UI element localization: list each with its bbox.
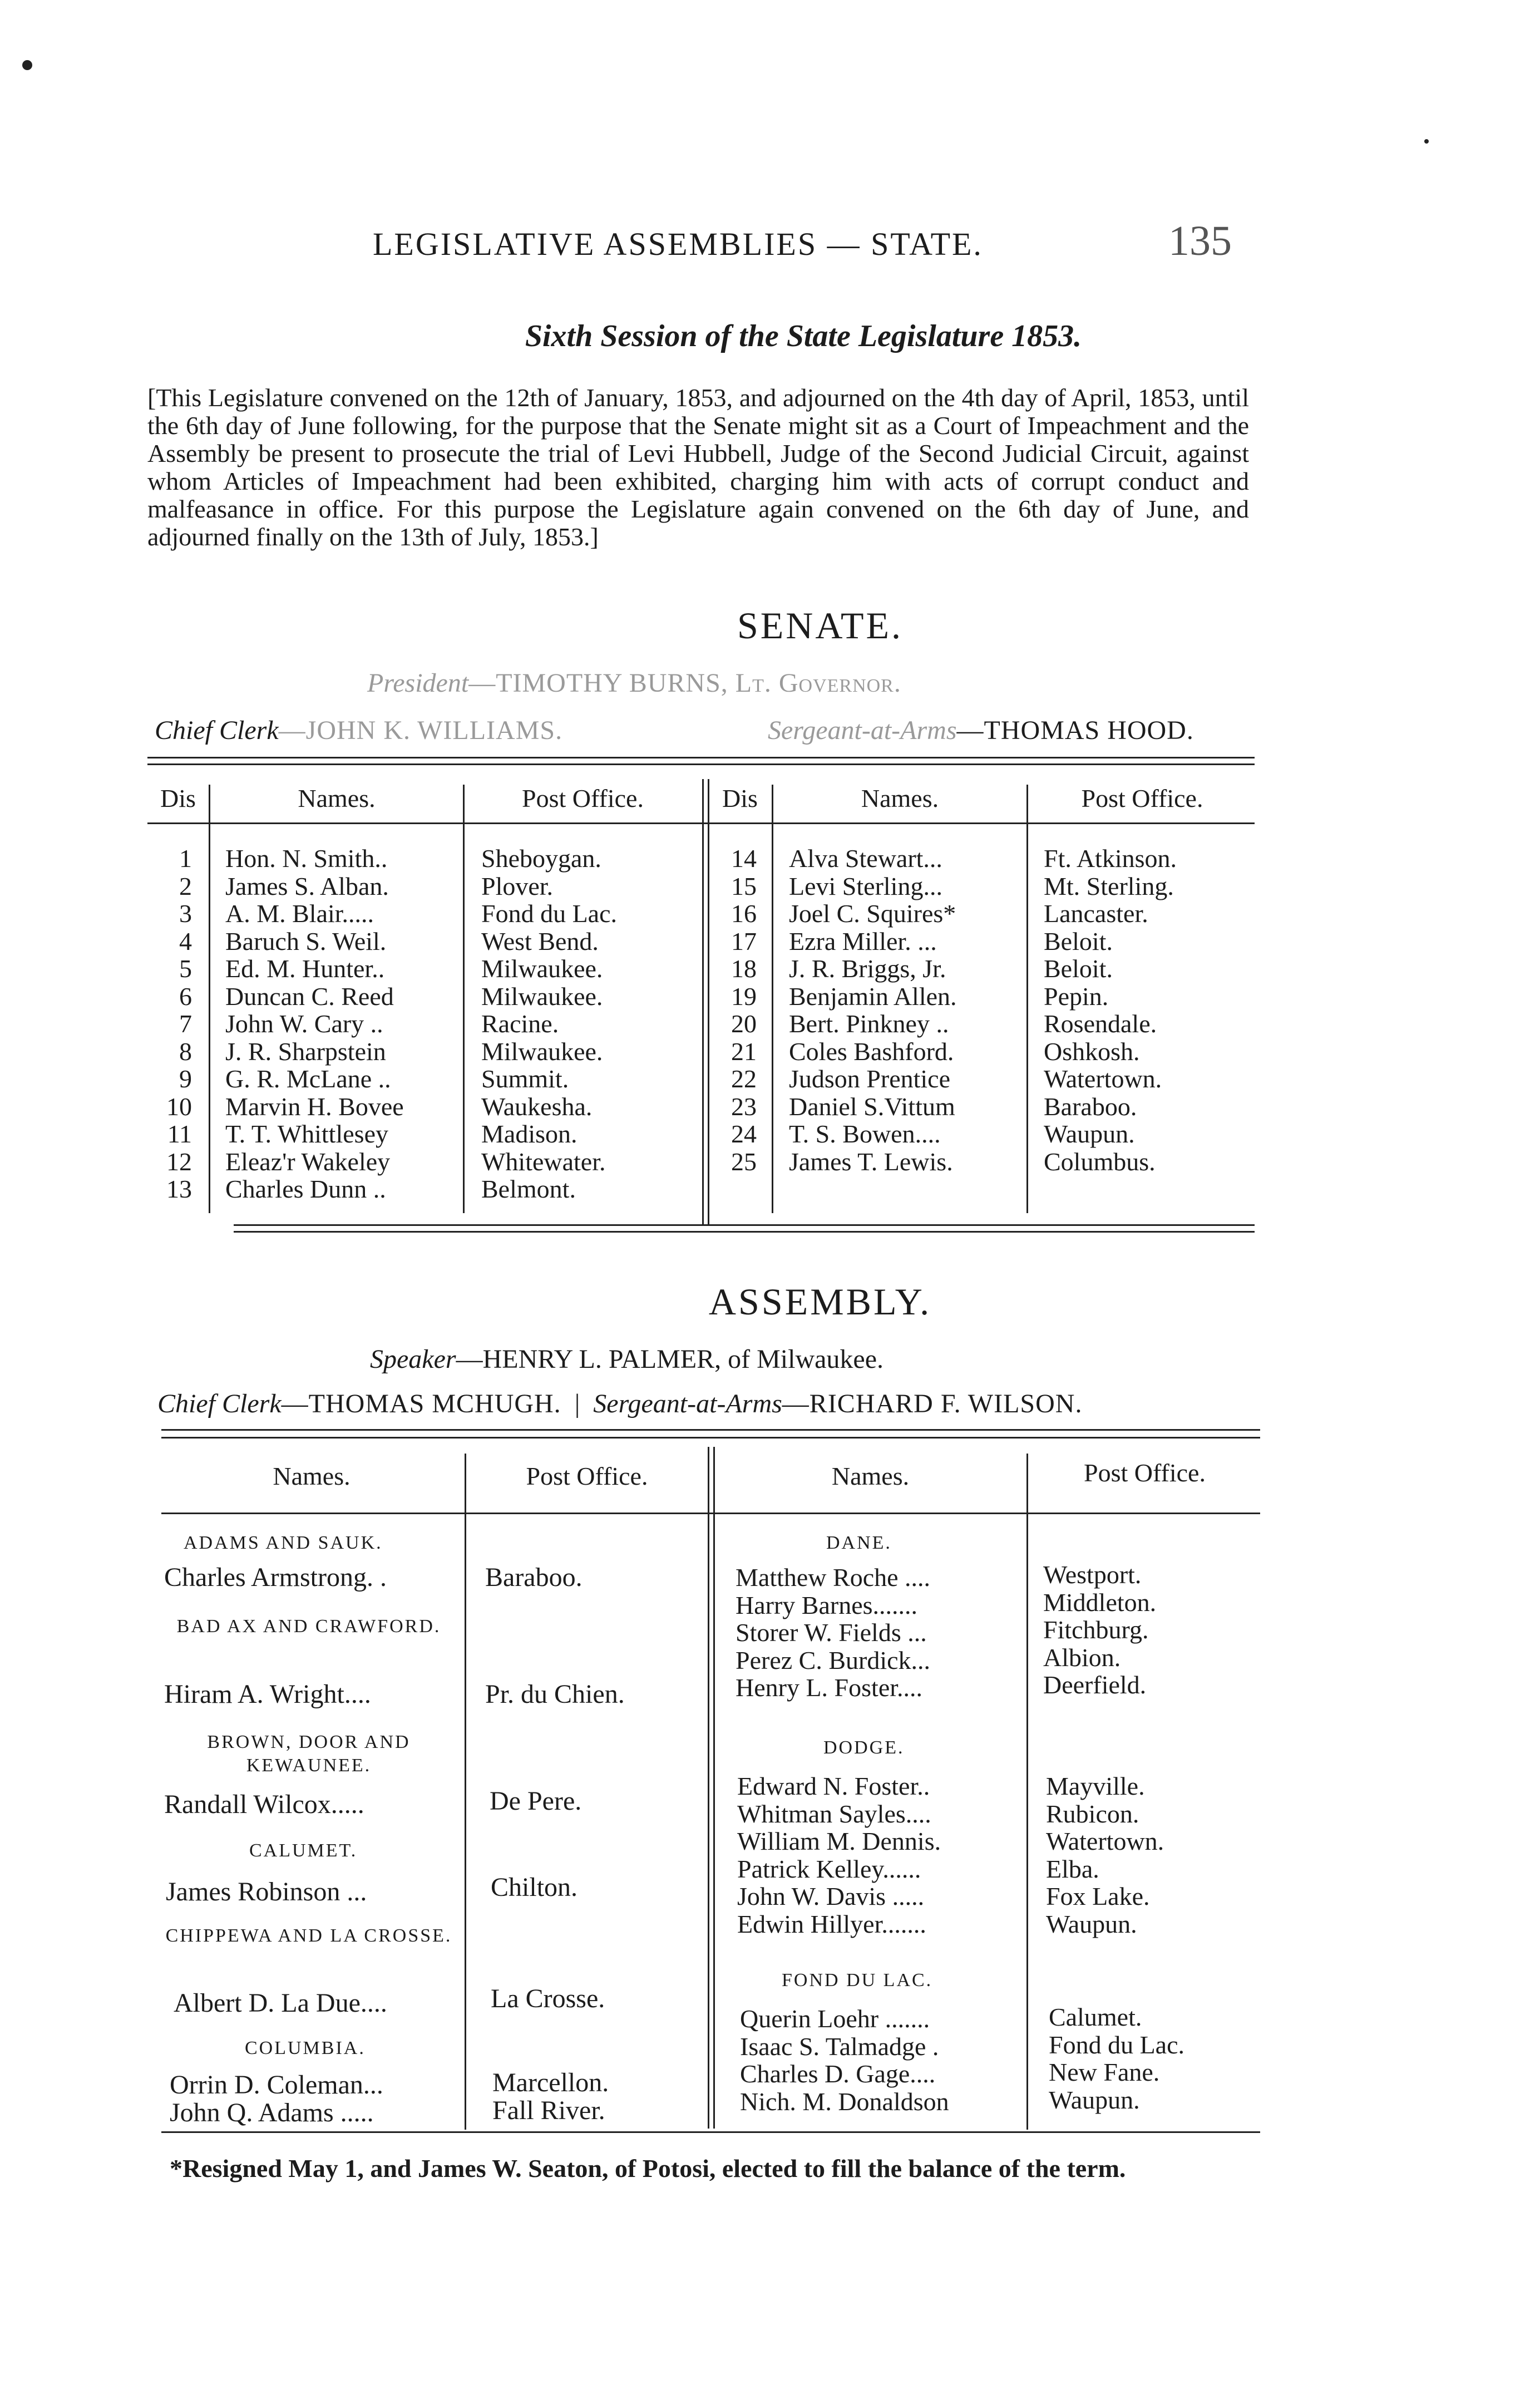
member-name: Nich. M. Donaldson (740, 2087, 949, 2116)
senate-col-divider (209, 785, 210, 1213)
senate-post-office-header: Post Office. (522, 784, 644, 812)
senator-name: Baruch S. Weil. (225, 927, 387, 955)
county-heading: FOND DU LAC. (782, 1970, 933, 1991)
district-number: 4 (179, 927, 192, 955)
president-label: President (367, 668, 469, 698)
member-post-office: Baraboo. (485, 1563, 583, 1592)
sergeant-label: Sergeant-at-Arms (593, 1389, 782, 1418)
senator-name: Levi Sterling... (789, 871, 942, 900)
member-post-office: Pr. du Chien. (485, 1679, 625, 1709)
member-post-office: Chilton. (491, 1873, 578, 1902)
district-number: 17 (731, 927, 757, 955)
district-number: 10 (166, 1092, 192, 1121)
post-office: West Bend. (481, 927, 599, 955)
district-number: 12 (166, 1147, 192, 1176)
assembly-chief-clerk: —THOMAS MCHUGH. (281, 1389, 561, 1418)
senate-post-office-header: Post Office. (1081, 784, 1203, 812)
senator-name: Marvin H. Bovee (225, 1092, 404, 1121)
sergeant-label: Sergeant-at-Arms (768, 716, 957, 745)
fond-du-lac-post-offices (1049, 2003, 1184, 2114)
member-name: William M. Dennis. (737, 1827, 941, 1855)
senate-president: —TIMOTHY BURNS, Lt. Governor. (468, 668, 901, 698)
speaker-label: Speaker (370, 1344, 456, 1374)
senate-col-divider (772, 785, 773, 1213)
footnote: *Resigned May 1, and James W. Seaton, of Potosi, elected to fill the balance of the term. (170, 2154, 1126, 2183)
district-number: 5 (179, 954, 192, 983)
member-post-office: Fall River. (492, 2096, 605, 2125)
ink-speck (22, 60, 32, 70)
senator-name: Joel C. Squires* (789, 899, 956, 928)
district-number: 9 (179, 1065, 192, 1093)
post-office: Rosendale. (1044, 1009, 1157, 1038)
post-office: Milwaukee. (481, 982, 603, 1011)
senate-title: SENATE. (737, 604, 904, 647)
senate-col-divider (1026, 785, 1028, 1213)
assembly-col-divider (465, 1454, 466, 2130)
district-number: 19 (731, 982, 757, 1011)
member-name: Isaac S. Talmadge . (740, 2032, 939, 2061)
senator-name: Hon. N. Smith.. (225, 844, 388, 873)
member-post-office: La Crosse. (491, 1984, 605, 2013)
senate-dis-header: Dis (722, 784, 758, 812)
county-heading: DANE. (826, 1533, 892, 1553)
assembly-post-office-header: Post Office. (1084, 1459, 1206, 1487)
post-office: Racine. (481, 1009, 559, 1038)
district-number: 13 (166, 1175, 192, 1203)
senate-sergeant-line (768, 715, 1194, 746)
senator-name: Benjamin Allen. (789, 982, 957, 1011)
page-number: 135 (1168, 218, 1232, 264)
county-heading: COLUMBIA. (245, 2038, 366, 2058)
senate-left-post-offices (481, 845, 617, 1203)
post-office: Milwaukee. (481, 1037, 603, 1066)
chief-clerk-label: Chief Clerk (157, 1389, 282, 1418)
assembly-col-divider (1026, 1454, 1028, 2130)
post-office: Plover. (481, 871, 554, 900)
member-name: James Robinson ... (166, 1877, 367, 1907)
dodge-member-names (737, 1772, 941, 1938)
post-office: Waupun. (1044, 1120, 1135, 1148)
senate-chief-clerk: —JOHN K. WILLIAMS. (278, 716, 563, 745)
member-post-office: Fitchburg. (1043, 1615, 1149, 1644)
post-office: Sheboygan. (481, 844, 601, 873)
member-name: John W. Davis ..... (737, 1882, 925, 1910)
senate-right-names (789, 845, 957, 1175)
member-name: Storer W. Fields ... (736, 1618, 927, 1647)
post-office: Columbus. (1044, 1147, 1156, 1176)
post-office: Waukesha. (481, 1092, 593, 1121)
district-number: 11 (167, 1120, 192, 1148)
member-name: Hiram A. Wright.... (164, 1679, 371, 1709)
district-number: 14 (731, 844, 757, 873)
member-post-office: Mayville. (1046, 1772, 1145, 1800)
member-post-office: Waupun. (1046, 1909, 1137, 1938)
member-name: Edwin Hillyer....... (737, 1909, 926, 1938)
post-office: Watertown. (1044, 1065, 1162, 1093)
senate-bottom-rule (234, 1224, 1255, 1226)
district-number: 1 (179, 844, 192, 873)
senate-header-rule (147, 822, 1255, 824)
senate-left-districts (150, 845, 192, 1203)
senate-right-post-offices (1044, 845, 1177, 1175)
district-number: 20 (731, 1009, 757, 1038)
post-office: Pepin. (1044, 982, 1109, 1011)
member-name: Orrin D. Coleman... (170, 2070, 383, 2100)
member-name: Edward N. Foster.. (737, 1772, 930, 1800)
member-post-office: New Fane. (1049, 2058, 1160, 2086)
member-post-office: Fox Lake. (1046, 1882, 1150, 1910)
member-post-office: Watertown. (1046, 1827, 1164, 1855)
senator-name: A. M. Blair..... (225, 899, 374, 928)
dane-member-names (736, 1564, 930, 1702)
dane-post-offices (1043, 1561, 1156, 1699)
senate-center-divider (702, 779, 704, 1224)
member-name: John Q. Adams ..... (170, 2098, 374, 2127)
member-post-office: Rubicon. (1046, 1799, 1139, 1828)
member-name: Matthew Roche .... (736, 1563, 931, 1592)
post-office: Mt. Sterling. (1044, 871, 1174, 900)
senator-name: James T. Lewis. (789, 1147, 953, 1176)
senator-name: Bert. Pinkney .. (789, 1009, 949, 1038)
post-office: Beloit. (1044, 927, 1113, 955)
senator-name: J. R. Sharpstein (225, 1037, 386, 1066)
senator-name: James S. Alban. (225, 871, 389, 900)
member-post-office: Albion. (1043, 1643, 1121, 1672)
assembly-top-rule-2 (161, 1437, 1260, 1439)
senator-name: Ed. M. Hunter.. (225, 954, 385, 983)
running-head: LEGISLATIVE ASSEMBLIES — STATE. (373, 226, 983, 262)
district-number: 8 (179, 1037, 192, 1066)
county-heading: CHIPPEWA AND LA CROSSE. (165, 1925, 452, 1946)
senate-right-districts (715, 845, 757, 1175)
district-number: 25 (731, 1147, 757, 1176)
senate-bottom-rule-2 (234, 1231, 1255, 1233)
ink-speck (1424, 139, 1429, 144)
senator-name: Judson Prentice (789, 1065, 951, 1093)
senate-names-header: Names. (298, 784, 376, 812)
member-name: Albert D. La Due.... (174, 1988, 387, 2018)
assembly-sergeant: —RICHARD F. WILSON. (782, 1389, 1083, 1418)
senator-name: J. R. Briggs, Jr. (789, 954, 946, 983)
assembly-header-rule (161, 1513, 1260, 1514)
county-heading: CALUMET. (249, 1840, 358, 1861)
district-number: 18 (731, 954, 757, 983)
chief-clerk-label: Chief Clerk (155, 716, 279, 745)
senate-president-line (367, 668, 901, 698)
member-name: Harry Barnes....... (736, 1590, 918, 1619)
member-post-office: Westport. (1043, 1560, 1142, 1589)
member-post-office: Deerfield. (1043, 1671, 1147, 1699)
assembly-speaker: —HENRY L. PALMER, of Milwaukee. (456, 1344, 884, 1374)
assembly-names-header: Names. (831, 1462, 910, 1490)
assembly-speaker-line (370, 1344, 883, 1375)
member-post-office: Elba. (1046, 1854, 1099, 1883)
member-post-office: Calumet. (1049, 2003, 1142, 2031)
district-number: 15 (731, 871, 757, 900)
senator-name: John W. Cary .. (225, 1009, 383, 1038)
member-post-office: Waupun. (1049, 2085, 1140, 2114)
senator-name: Alva Stewart... (789, 844, 942, 873)
district-number: 6 (179, 982, 192, 1011)
member-name: Perez C. Burdick... (736, 1646, 931, 1674)
senator-name: G. R. McLane .. (225, 1065, 391, 1093)
senate-top-rule-2 (147, 763, 1255, 765)
senator-name: Coles Bashford. (789, 1037, 954, 1066)
member-name: Henry L. Foster.... (736, 1673, 923, 1702)
fond-du-lac-member-names (740, 2005, 949, 2115)
post-office: Oshkosh. (1044, 1037, 1140, 1066)
district-number: 21 (731, 1037, 757, 1066)
post-office: Madison. (481, 1120, 578, 1148)
post-office: Baraboo. (1044, 1092, 1137, 1121)
district-number: 24 (731, 1120, 757, 1148)
officer-separator: | (567, 1389, 587, 1418)
assembly-post-office-header: Post Office. (526, 1462, 648, 1490)
senate-col-divider (463, 785, 465, 1213)
member-post-office: De Pere. (490, 1786, 582, 1816)
district-number: 16 (731, 899, 757, 928)
post-office: Belmont. (481, 1175, 576, 1203)
assembly-officers-line (157, 1388, 1082, 1419)
post-office: Summit. (481, 1065, 569, 1093)
district-number: 22 (731, 1065, 757, 1093)
senate-chief-clerk-line (155, 715, 562, 746)
senate-center-divider (708, 779, 709, 1224)
member-post-office: Fond du Lac. (1049, 2030, 1185, 2059)
post-office: Beloit. (1044, 954, 1113, 983)
senator-name: Charles Dunn .. (225, 1175, 386, 1203)
intro-note: [This Legislature convened on the 12th of January, 1853, and adjourned on the 4th day of April, 1853, until the 6th day of June following, for the purpose that the Senate might sit as a Court of Impeachment and the Assembly be present to prosecute the trial of Levi Hubbell, Judge of the Second Judicial Circuit, against whom Articles of Impeachment had been exhibited, charging him with acts of corrupt conduct and malfeasance in office. For this purpose the Legislature again convened on the 6th day of June, and adjourned finally on the 13th of July, 1853.] (147, 383, 1249, 551)
member-name: Randall Wilcox..... (164, 1790, 364, 1819)
member-name: Charles Armstrong. . (164, 1563, 387, 1592)
assembly-bottom-rule (161, 2131, 1260, 2133)
senate-dis-header: Dis (160, 784, 196, 812)
district-number: 7 (179, 1009, 192, 1038)
senate-top-rule (147, 757, 1255, 758)
senate-names-header: Names. (861, 784, 939, 812)
senator-name: Duncan C. Reed (225, 982, 394, 1011)
county-heading: DODGE. (823, 1737, 905, 1758)
assembly-top-rule (161, 1429, 1260, 1431)
post-office: Milwaukee. (481, 954, 603, 983)
county-heading: ADAMS AND SAUK. (184, 1533, 383, 1553)
member-name: Charles D. Gage.... (740, 2060, 936, 2088)
post-office: Whitewater. (481, 1147, 606, 1176)
assembly-names-header: Names. (273, 1462, 351, 1490)
senate-left-names (225, 845, 404, 1203)
post-office: Ft. Atkinson. (1044, 844, 1177, 873)
senator-name: T. S. Bowen.... (789, 1120, 941, 1148)
member-name: Querin Loehr ....... (740, 2004, 930, 2033)
county-heading: BAD AX AND CRAWFORD. (176, 1616, 441, 1637)
dodge-post-offices (1046, 1772, 1164, 1938)
session-title: Sixth Session of the State Legislature 1853. (525, 319, 1082, 353)
assembly-title: ASSEMBLY. (708, 1280, 932, 1323)
district-number: 3 (179, 899, 192, 928)
post-office: Lancaster. (1044, 899, 1148, 928)
senate-sergeant: —THOMAS HOOD. (956, 716, 1194, 745)
member-post-office: Middleton. (1043, 1588, 1157, 1617)
member-name: Patrick Kelley...... (737, 1854, 921, 1883)
senator-name: T. T. Whittlesey (225, 1120, 388, 1148)
senator-name: Daniel S.Vittum (789, 1092, 955, 1121)
member-post-office: Marcellon. (492, 2068, 609, 2097)
county-heading: BROWN, DOOR AND KEWAUNEE. (207, 1732, 411, 1776)
assembly-center-divider (708, 1447, 709, 2129)
member-name: Whitman Sayles.... (737, 1799, 931, 1828)
assembly-center-divider (713, 1447, 715, 2129)
district-number: 23 (731, 1092, 757, 1121)
district-number: 2 (179, 871, 192, 900)
post-office: Fond du Lac. (481, 899, 618, 928)
senator-name: Eleaz'r Wakeley (225, 1147, 391, 1176)
senator-name: Ezra Miller. ... (789, 927, 937, 955)
